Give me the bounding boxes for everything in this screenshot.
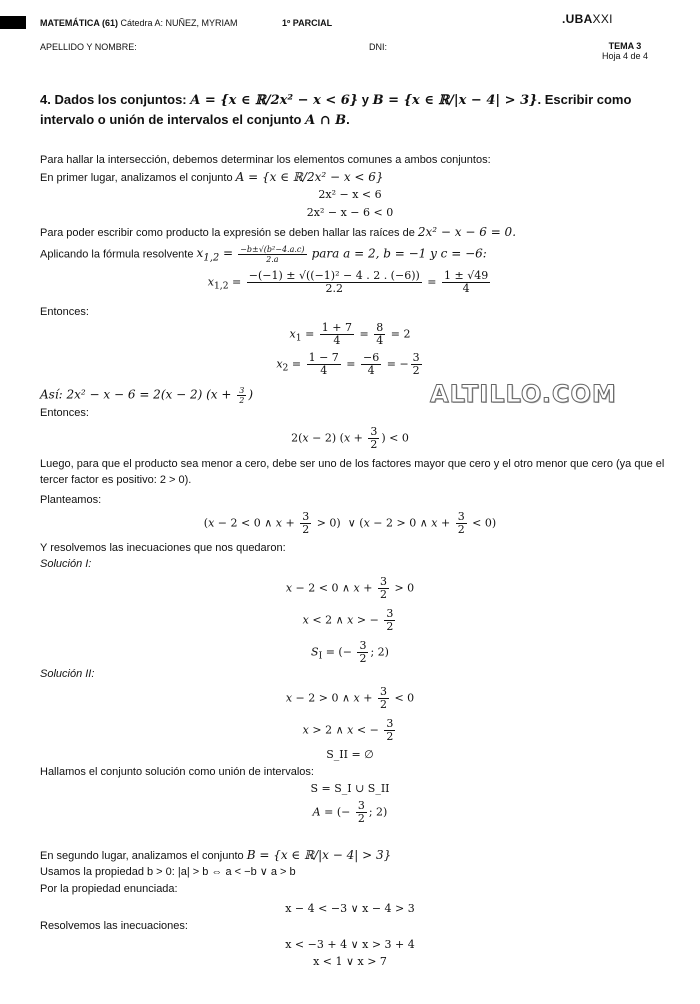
equation-a-interval: A = (− $\frac{3}{2}$ ; 2) [312, 799, 388, 825]
equation-e4: x < −3 + 4 ∨ x > 3 + 4 [285, 938, 415, 951]
name-label: APELLIDO Y NOMBRE: [40, 42, 137, 52]
paragraph-set-b: En segundo lugar, analizamos el conjunto B = {x ∈ ℝ/|x − 4| > 3} [40, 848, 392, 862]
equation-e3: x − 4 < −3 ∨ x − 4 > 3 [285, 902, 415, 915]
equation-e1: 2x² − x < 6 [318, 188, 382, 201]
factored-form: Así: 2x² − x − 6 = 2(x − 2) (x + $\frac{3}{2}$ ) [40, 386, 254, 405]
header-subject: MATEMÁTICA (61) Cátedra A: NUÑEZ, MYRIAM [40, 18, 238, 28]
entonces-1: Entonces: [40, 306, 89, 318]
equation-sol2-b: x > 2 ∧ x < − $\frac{3}{2}$ [302, 717, 394, 743]
altillo-watermark: ALTILLO.COM [430, 380, 617, 408]
equation-e5: x < 1 ∨ x > 7 [313, 955, 387, 968]
equation-sol1-a: x − 2 < 0 ∧ x + $\frac{3}{2}$ > 0 [285, 575, 415, 601]
resolvemos: Y resolvemos las inecuaciones que nos quedaron: [40, 542, 286, 554]
equation-sol2-c: S_II = ∅ [326, 748, 374, 761]
por-propiedad: Por la propiedad enunciada: [40, 883, 178, 895]
equation-union: S = S_I ∪ S_II [310, 782, 390, 795]
paragraph-formula: Aplicando la fórmula resolvente $x_{1,2}$ = $\frac{\text{−b±√(b²−4.a.c)}}{2.a}$ para a = 2, b = −1 y c = −6: [40, 245, 487, 264]
paragraph-intro: Para hallar la intersección, debemos determinar los elementos comunes a ambos conjuntos: [40, 154, 491, 166]
header-exam: 1º PARCIAL [282, 18, 333, 28]
entonces-2: Entonces: [40, 407, 89, 419]
tema-block: TEMA 3 Hoja 4 de 4 [601, 41, 648, 61]
paragraph-property: Usamos la propiedad b > 0: |a| > b ⇔ a < −b ∨ a > b [40, 866, 296, 878]
equation-x1: $x_1$ = $\frac{1 + 7}{4}$ = $\frac{8}{4}$ = 2 [289, 321, 411, 347]
equation-cases: (x − 2 < 0 ∧ x + $\frac{3}{2}$ > 0) ∨ (x − 2 > 0 ∧ x + $\frac{3}{2}$ < 0) [203, 510, 497, 536]
equation-resolvente: $x_{1,2}$ = $\frac{\text{−(−1) ± √((−1)² − 4 . 2 . (−6))}}{2.2}$ = $\frac{1 \pm √49}{4}$ [207, 269, 489, 295]
equation-sol2-a: x − 2 > 0 ∧ x + $\frac{3}{2}$ < 0 [285, 685, 415, 711]
paragraph-roots: Para poder escribir como producto la expresión se deben hallar las raíces de 2x² − x − 6 = 0. [40, 225, 517, 239]
equation-e2: 2x² − x − 6 < 0 [306, 206, 394, 219]
paragraph-luego: Luego, para que el producto sea menor a cero, debe ser uno de los factores mayor que cero y el otro menor que cero (ya que el tercer factor es positivo: 2 > 0). [40, 458, 665, 486]
equation-sol1-b: x < 2 ∧ x > − $\frac{3}{2}$ [302, 607, 394, 633]
solucion-1-label: Solución I: [40, 558, 92, 570]
equation-sol1-c: $S_I$ = (− $\frac{3}{2}$ ; 2) [311, 639, 389, 665]
resolvemos-2: Resolvemos las inecuaciones: [40, 920, 188, 932]
paragraph-set-a: En primer lugar, analizamos el conjunto A = {x ∈ ℝ/2x² − x < 6} [40, 170, 384, 184]
dni-label: DNI: [369, 42, 387, 52]
equation-x2: $x_2$ = $\frac{1 - 7}{4}$ = $\frac{-6}{4}$ = − $\frac{3}{2}$ [276, 351, 420, 377]
hallamos: Hallamos el conjunto solución como unión de intervalos: [40, 766, 314, 778]
solucion-2-label: Solución II: [40, 668, 95, 680]
problem-statement: 4. Dados los conjuntos: A = {x ∈ ℝ/2x² − x < 6} y B = {x ∈ ℝ/|x − 4| > 3}. Escribir como intervalo o unión de intervalos el conjunto A ∩ B. [40, 92, 632, 128]
header-black-bar [0, 16, 26, 29]
equation-product: 2(x − 2) (x + $\frac{3}{2}$ ) < 0 [291, 425, 409, 451]
planteamos: Planteamos: [40, 494, 102, 506]
uba-logo: .UBAXXI [562, 12, 613, 26]
